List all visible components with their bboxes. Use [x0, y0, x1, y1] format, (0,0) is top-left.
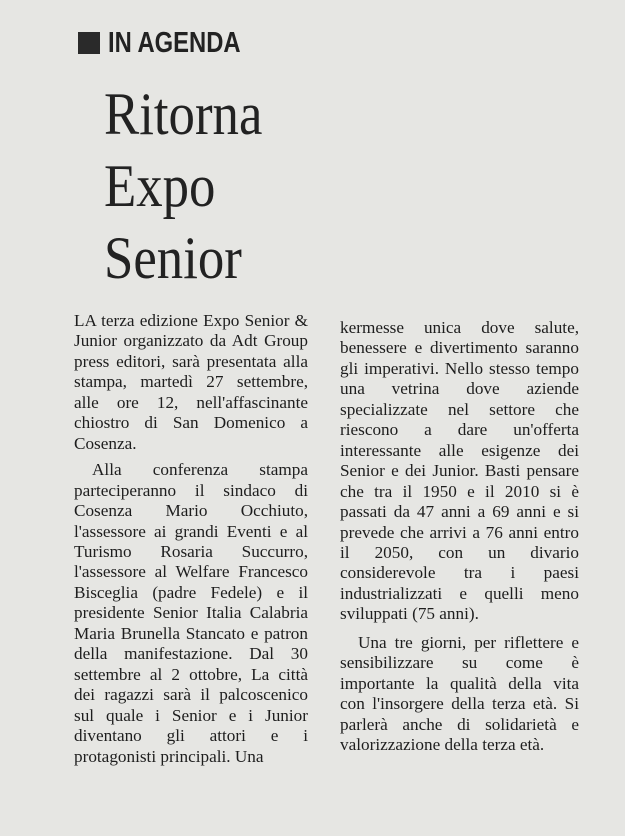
kicker-label: IN AGENDA: [108, 27, 241, 59]
section-kicker: [78, 28, 270, 58]
column-right-paragraph-2: Una tre giorni, per riflettere e sensibilizzare su come è importante la qualità della vita con l'insorgere della terza età. Si parlerà anche di solidarietà e valorizzazione della terza età.: [340, 632, 579, 755]
headline-line-2: Expo: [104, 153, 216, 219]
article-column-left: [74, 311, 308, 767]
kicker-square-icon: [78, 32, 100, 54]
article-column-right: [340, 318, 579, 756]
headline-line-3: Senior: [104, 225, 242, 291]
article-headline: [104, 78, 424, 294]
column-right-paragraph-1: kermesse unica dove salute, benessere e divertimento saranno gli imperativi. Nello stesso tempo una vetrina dove aziende specializzate nel settore che riescono a dare un'offerta interessante alle esigenze dei Senior e dei Junior. Basti pensare che tra il 1950 e il 2010 si è passati da 47 anni a 69 anni e si prevede che arrivi a 76 anni entro il 2050, con un divario considerevole tra i paesi industrializzati e quelli meno sviluppati (75 anni).: [340, 318, 579, 624]
headline-line-1: Ritorna: [104, 81, 263, 147]
column-left-paragraph-1: LA terza edizione Expo Senior & Junior organizzato da Adt Group press editori, sarà presentata alla stampa, martedì 27 settembre, alle ore 12, nell'affascinante chiostro di San Domenico a Cosenza.: [74, 311, 308, 453]
column-left-paragraph-2: Alla conferenza stampa parteciperanno il sindaco di Cosenza Mario Occhiuto, l'assessore ai grandi Eventi e al Turismo Rosaria Succurro, l'assessore al Welfare Francesco Bisceglia (padre Fedele) e il presidente Senior Italia Calabria Maria Brunella Stancato e patron della manifestazione. Dal 30 settembre al 2 ottobre, La città dei ragazzi sarà il palcoscenico sul quale i Senior e i Junior diventano gli attori e i protagonisti principali. Una: [74, 460, 308, 766]
